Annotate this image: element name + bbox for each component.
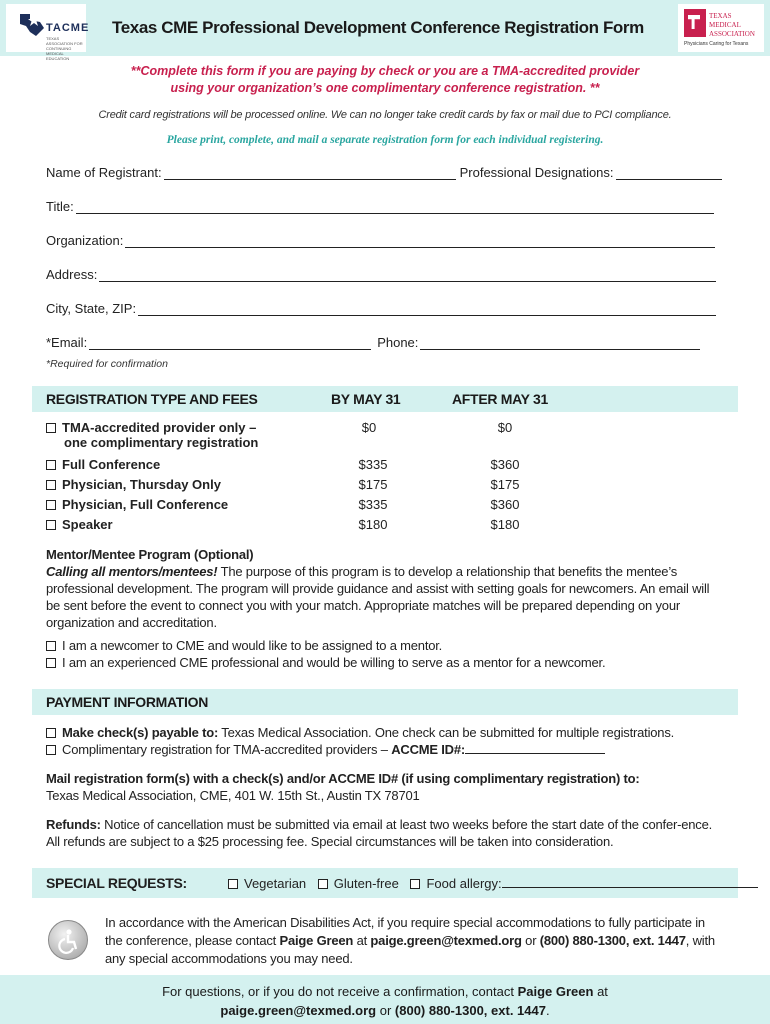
footer-contact <box>0 975 770 1024</box>
required-note: *Required for confirmation <box>46 358 168 370</box>
payment-heading: PAYMENT INFORMATION <box>46 694 209 710</box>
organization-field[interactable] <box>46 233 715 248</box>
special-requests-options <box>228 876 758 891</box>
footer-text: . <box>545 1003 550 1018</box>
tacme-logo-text: TACME <box>46 22 90 34</box>
tacme-logo-subtext: TEXAS ASSOCIATION FOR CONTINUING MEDICAL EDUCATION <box>46 36 83 61</box>
refunds-body: Notice of cancellation must be submitted via email at least two weeks before the start date of the confer-ence. All refunds are subject to a $25 processing fee. Special circumstances will be taken into consideration. <box>46 817 713 849</box>
registration-heading: REGISTRATION TYPE AND FEES <box>46 391 258 407</box>
payment-section-bar <box>32 689 738 715</box>
checkbox-food-allergy[interactable] <box>410 879 420 889</box>
phone-label: Phone: <box>377 335 419 350</box>
ada-text: at <box>353 933 371 948</box>
col-by-may-31: BY MAY 31 <box>331 391 401 407</box>
fee-label: Speaker <box>62 517 113 532</box>
fee-row-tma-provider[interactable] <box>46 420 258 450</box>
mail-heading: Mail registration form(s) with a check(s) and/or ACCME ID# (if using complimentary registration) to: <box>46 771 640 786</box>
refunds-lead: Refunds: <box>46 817 101 832</box>
food-allergy-label: Food allergy: <box>426 876 502 891</box>
print-instruction: Please print, complete, and mail a separate registration form for each individual registering. <box>166 134 604 146</box>
email-phone-field[interactable] <box>46 335 700 350</box>
checkbox[interactable] <box>46 745 56 755</box>
footer-contact-name: Paige Green <box>517 984 594 999</box>
registrant-name-input[interactable] <box>164 168 456 180</box>
fee-by: $0 <box>361 420 377 435</box>
special-requests-heading: SPECIAL REQUESTS: <box>46 875 187 891</box>
special-requests-bar <box>32 868 738 898</box>
fee-label-line2: one complimentary registration <box>64 435 259 450</box>
fee-after: $0 <box>497 420 513 435</box>
accme-id-input[interactable] <box>465 743 605 754</box>
address-label: Address: <box>46 267 98 282</box>
checkbox[interactable] <box>46 423 56 433</box>
fee-row-speaker[interactable] <box>46 517 113 532</box>
fee-row-full-conference[interactable] <box>46 457 160 472</box>
checkbox[interactable] <box>46 641 56 651</box>
fee-by: $335 <box>358 457 388 472</box>
mentor-heading: Mentor/Mentee Program (Optional) <box>46 547 254 562</box>
footer-text: For questions, or if you do not receive a confirmation, contact <box>162 984 518 999</box>
instruction-red-line-2: using your organization’s one complimentary conference registration. ** <box>170 81 600 95</box>
tma-logo-name: TEXAS MEDICAL ASSOCIATION <box>709 12 755 38</box>
col-after-may-31: AFTER MAY 31 <box>452 391 548 407</box>
fee-by: $175 <box>358 477 388 492</box>
ada-text: , with any special accommodations you may need. <box>105 933 715 966</box>
page-title: Texas CME Professional Development Conference Registration Form <box>112 18 644 37</box>
mentor-section <box>46 546 726 631</box>
checkbox[interactable] <box>46 460 56 470</box>
instruction-red-line-1: **Complete this form if you are paying by check or you are a TMA-accredited provider <box>130 64 640 78</box>
email-input[interactable] <box>89 338 371 350</box>
city-state-zip-label: City, State, ZIP: <box>46 301 137 316</box>
payment-option-complimentary[interactable] <box>46 741 726 758</box>
tma-logo-tagline: Physicians Caring for Texans <box>684 41 749 47</box>
tma-logo-mark-icon <box>684 9 706 37</box>
accessibility-icon <box>48 920 88 960</box>
registrant-name-label: Name of Registrant: <box>46 165 162 180</box>
credit-card-note: Credit card registrations will be processed online. We can no longer take credit cards by fax or mail due to PCI compliance. <box>98 109 672 121</box>
checkbox[interactable] <box>46 520 56 530</box>
checkbox[interactable] <box>46 480 56 490</box>
refunds-policy <box>46 816 726 850</box>
ada-email[interactable]: paige.green@texmed.org <box>370 933 522 948</box>
tacme-logo <box>6 4 90 61</box>
fee-label: TMA-accredited provider only – <box>62 420 257 435</box>
fee-label: Physician, Thursday Only <box>62 477 221 492</box>
fee-label: Physician, Full Conference <box>62 497 229 512</box>
footer-phone: (800) 880-1300, ext. 1447 <box>394 1003 546 1018</box>
registrant-name-field[interactable] <box>46 165 722 180</box>
city-state-zip-input[interactable] <box>138 304 716 316</box>
ada-statement <box>105 914 725 968</box>
tma-logo <box>678 4 764 52</box>
ada-text: or <box>521 933 540 948</box>
food-allergy-input[interactable] <box>502 877 758 888</box>
city-state-zip-field[interactable] <box>46 301 716 316</box>
texas-star-icon <box>16 10 46 40</box>
fee-row-physician-full[interactable] <box>46 497 228 512</box>
check-lead: Make check(s) payable to: <box>62 725 219 740</box>
mail-address: Texas Medical Association, CME, 401 W. 15th St., Austin TX 78701 <box>46 788 420 803</box>
title-input[interactable] <box>76 202 714 214</box>
designations-input[interactable] <box>616 168 722 180</box>
mail-instructions <box>46 770 726 804</box>
fee-by: $335 <box>358 497 388 512</box>
fee-row-physician-thursday[interactable] <box>46 477 221 492</box>
fee-by: $180 <box>358 517 388 532</box>
organization-input[interactable] <box>125 236 715 248</box>
mentor-option-experienced[interactable] <box>46 654 726 671</box>
fee-after: $175 <box>490 477 520 492</box>
organization-label: Organization: <box>46 233 124 248</box>
payment-option-check[interactable] <box>46 724 726 741</box>
footer-text: at <box>593 984 608 999</box>
vegetarian-label: Vegetarian <box>244 876 307 891</box>
comp-body: Complimentary registration for TMA-accredited providers – <box>62 742 392 757</box>
fee-after: $180 <box>490 517 520 532</box>
checkbox[interactable] <box>46 500 56 510</box>
designations-label: Professional Designations: <box>459 165 614 180</box>
mentor-lead: Calling all mentors/mentees! <box>46 564 218 579</box>
title-field[interactable] <box>46 199 714 214</box>
checkbox-vegetarian[interactable] <box>228 879 238 889</box>
mentor-option-newcomer[interactable] <box>46 637 726 654</box>
checkbox[interactable] <box>46 728 56 738</box>
ada-text: In accordance with the American Disabilities Act, if you require special accommodations to fully participate in the conference, please contact <box>105 915 705 948</box>
fee-label: Full Conference <box>62 457 161 472</box>
phone-input[interactable] <box>420 338 700 350</box>
footer-email[interactable]: paige.green@texmed.org <box>220 1003 377 1018</box>
address-field[interactable] <box>46 267 716 282</box>
fee-after: $360 <box>490 457 520 472</box>
email-label: *Email: <box>46 335 88 350</box>
mentor-option-label: I am an experienced CME professional and would be willing to serve as a mentor for a newcomer. <box>62 655 606 670</box>
ada-contact: Paige Green <box>279 933 354 948</box>
title-label: Title: <box>46 199 74 214</box>
address-input[interactable] <box>99 270 716 282</box>
check-body: Texas Medical Association. One check can be submitted for multiple registrations. <box>218 725 675 740</box>
header-bar <box>0 0 770 61</box>
mentor-option-label: I am a newcomer to CME and would like to be assigned to a mentor. <box>62 638 443 653</box>
ada-phone: (800) 880-1300, ext. 1447 <box>539 933 686 948</box>
checkbox[interactable] <box>46 658 56 668</box>
accme-id-label: ACCME ID#: <box>391 742 466 757</box>
fee-after: $360 <box>490 497 520 512</box>
footer-text: or <box>376 1003 395 1018</box>
checkbox-gluten-free[interactable] <box>318 879 328 889</box>
mentor-body: The purpose of this program is to develop a relationship that benefits the mentee’s professional development. The program will provide guidance and assist with setting goals for newcomers. An email will be sent before the event to connect you with your match. Appropriate matches will be prepared depending on your organization and accreditation. <box>46 564 710 630</box>
gluten-free-label: Gluten-free <box>333 876 399 891</box>
